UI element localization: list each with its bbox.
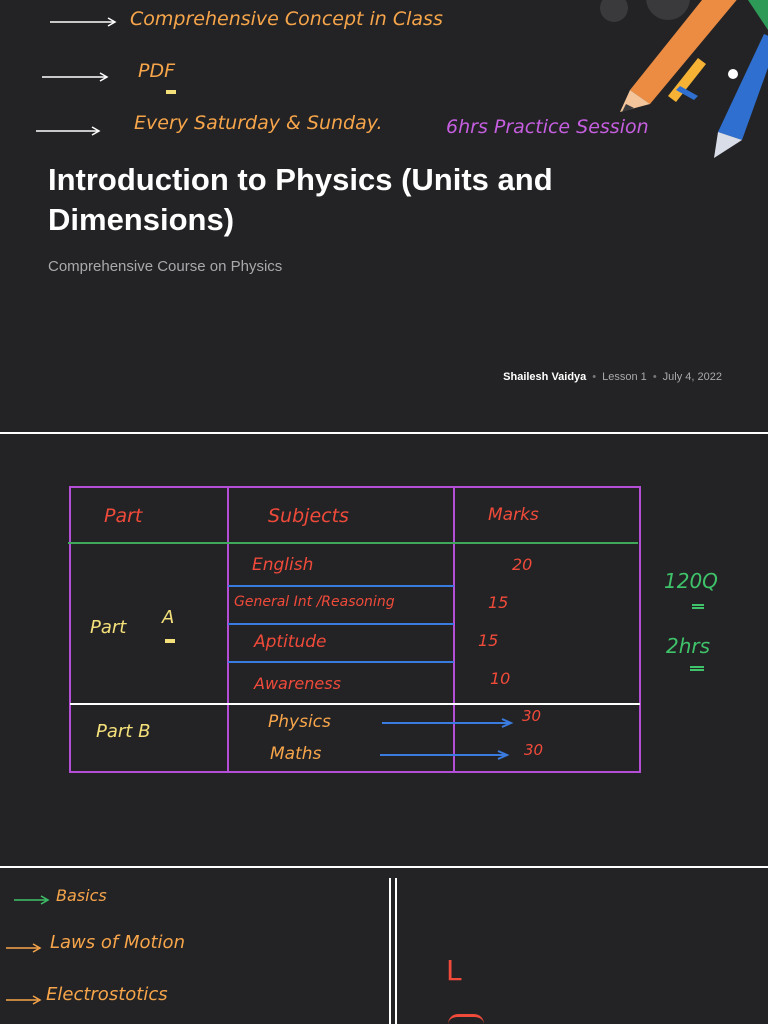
part-a-label: Part (90, 617, 127, 638)
underline-mark (690, 666, 704, 671)
part-a-letter: A (162, 607, 175, 628)
table-grid (0, 434, 768, 866)
divider-line (389, 878, 391, 1024)
note-pdf: PDF (138, 60, 176, 82)
arrow-icon (40, 71, 112, 83)
total-questions-note: 120Q (664, 569, 718, 593)
marks-maths: 30 (524, 741, 544, 759)
note-concept: Comprehensive Concept in Class (130, 8, 443, 30)
note-practice: 6hrs Practice Session (446, 116, 649, 138)
lesson-meta (503, 371, 722, 383)
arrow-icon (4, 942, 44, 954)
underline-mark (692, 604, 704, 609)
marks-english: 20 (512, 555, 533, 574)
divider-line (395, 878, 397, 1024)
partial-letter (448, 1014, 484, 1024)
slide-topics (0, 868, 768, 1024)
lesson-date: July 4, 2022 (662, 371, 722, 383)
subject-maths: Maths (270, 744, 322, 764)
right-letter: L (446, 954, 462, 987)
header-subjects: Subjects (268, 505, 349, 527)
topic-laws-of-motion: Laws of Motion (50, 932, 185, 953)
subject-reasoning: General Int /Reasoning (234, 594, 395, 610)
marks-aptitude: 15 (478, 631, 499, 650)
course-subtitle: Comprehensive Course on Physics (48, 258, 283, 275)
subject-aptitude: Aptitude (254, 632, 327, 652)
slide-title (0, 0, 768, 432)
duration-note: 2hrs (666, 634, 711, 658)
note-weekend: Every Saturday & Sunday. (134, 112, 383, 134)
subject-awareness: Awareness (254, 674, 341, 693)
topic-basics: Basics (56, 886, 107, 905)
arrow-icon (34, 125, 106, 137)
header-marks: Marks (488, 505, 539, 525)
topic-electrostatics: Electrostotics (46, 984, 168, 1005)
part-b-label: Part B (96, 721, 151, 742)
marks-physics: 30 (522, 707, 542, 725)
author-name: Shailesh Vaidya (503, 371, 587, 383)
lesson-number: Lesson 1 (602, 371, 647, 383)
separator-dot: • (592, 371, 597, 383)
arrow-icon (48, 16, 120, 28)
slide-exam-pattern (0, 434, 768, 866)
separator-dot: • (652, 371, 657, 383)
header-part: Part (104, 505, 143, 527)
subject-english: English (252, 555, 314, 575)
underline-mark (165, 639, 175, 643)
arrow-icon (12, 894, 52, 906)
arrow-icon (4, 994, 44, 1006)
marks-awareness: 10 (490, 669, 511, 688)
underline-mark (166, 90, 176, 94)
subject-physics: Physics (268, 712, 331, 732)
marks-reasoning: 15 (488, 593, 509, 612)
page-title: Introduction to Physics (Units and Dimensions) (48, 162, 553, 237)
